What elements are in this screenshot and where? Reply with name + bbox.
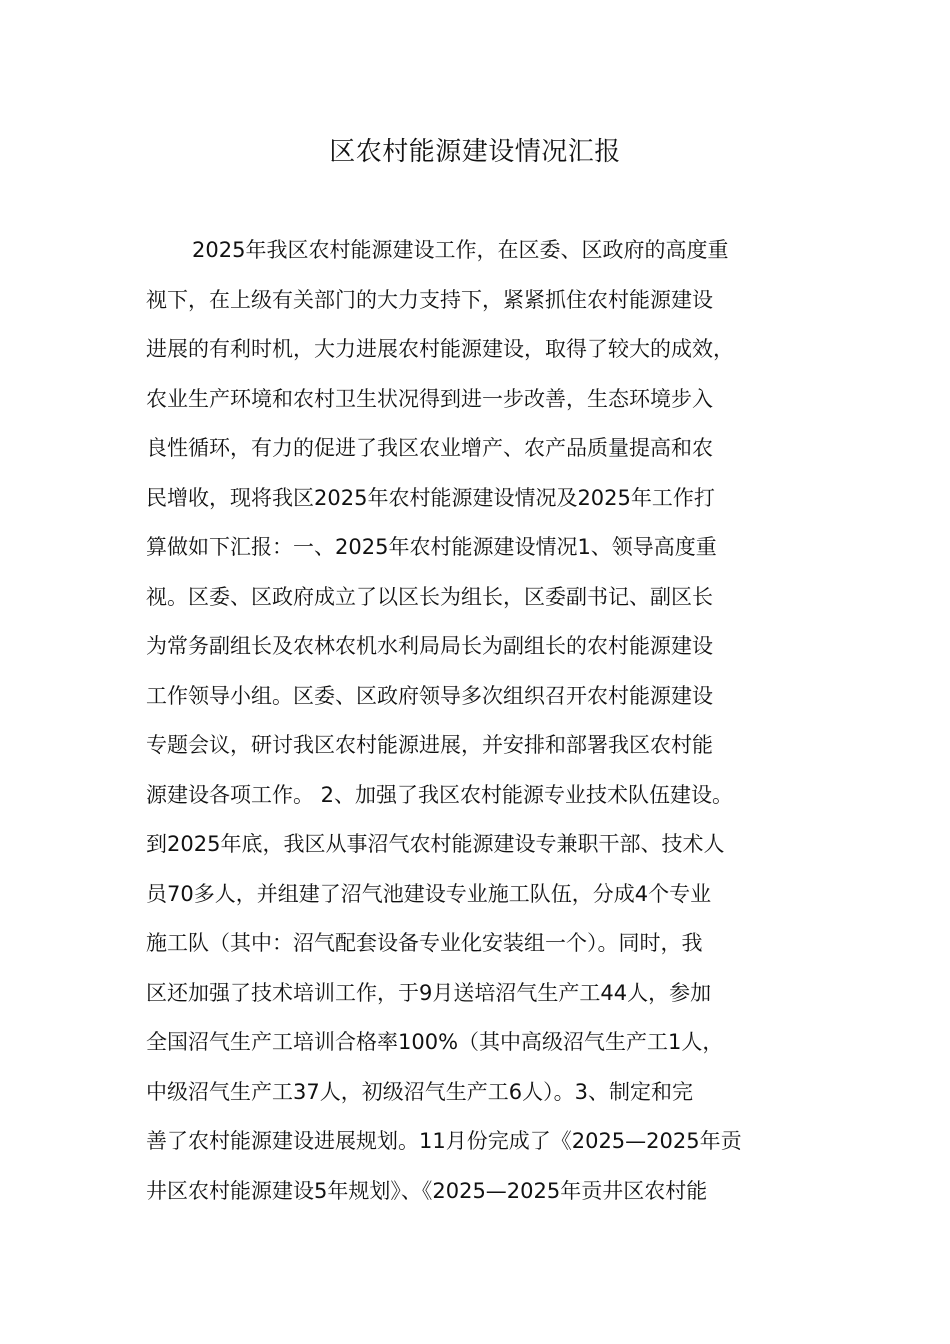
paragraph-line-15: 施工队（其中：沼气配套设备专业化安装组一个）。同时，我 xyxy=(146,931,703,955)
paragraph-line-12: 源建设各项工作。 2、加强了我区农村能源专业技术队伍建设。 xyxy=(146,782,734,807)
paragraph-line-7: 算做如下汇报：一、2025年农村能源建设情况1、领导高度重 xyxy=(146,535,717,559)
paragraph-line-3: 进展的有利时机，大力进展农村能源建设，取得了较大的成效， xyxy=(146,337,734,361)
paragraph-line-5: 良性循环，有力的促进了我区农业增产、农产品质量提高和农 xyxy=(146,436,713,460)
paragraph-line-20: 井区农村能源建设5年规划》、《2025—2025年贡井区农村能 xyxy=(146,1178,708,1203)
paragraph-line-17: 全国沼气生产工培训合格率100%（其中高级沼气生产工1人， xyxy=(146,1030,724,1054)
paragraph-line-11: 专题会议，研讨我区农村能源进展，并安排和部署我区农村能 xyxy=(146,733,713,757)
paragraph-line-19: 善了农村能源建设进展规划。11月份完成了《2025—2025年贡 xyxy=(146,1129,742,1153)
paragraph-line-6: 民增收，现将我区2025年农村能源建设情况及2025年工作打 xyxy=(146,485,715,510)
document-title: 区农村能源建设情况汇报 xyxy=(329,137,621,167)
paragraph-line-13: 到2025年底，我区从事沼气农村能源建设专兼职干部、技术人 xyxy=(146,832,725,856)
paragraph-line-1: 2025年我区农村能源建设工作，在区委、区政府的高度重 xyxy=(192,238,729,262)
paragraph-line-14: 员70多人，并组建了沼气池建设专业施工队伍，分成4个专业 xyxy=(146,881,712,906)
document-body xyxy=(146,226,826,1216)
paragraph-line-9: 为常务副组长及农林农机水利局局长为副组长的农村能源建设 xyxy=(146,634,713,658)
paragraph-line-18: 中级沼气生产工37人，初级沼气生产工6人）。3、制定和完 xyxy=(146,1079,693,1104)
paragraph-line-8: 视。区委、区政府成立了以区长为组长，区委副书记、副区长 xyxy=(146,584,713,609)
paragraph-line-4: 农业生产环境和农村卫生状况得到进一步改善，生态环境步入 xyxy=(146,386,713,411)
paragraph-line-16: 区还加强了技术培训工作，于9月送培沼气生产工44人，参加 xyxy=(146,980,712,1005)
paragraph-line-2: 视下，在上级有关部门的大力支持下，紧紧抓住农村能源建设 xyxy=(146,287,713,312)
paragraph-line-10: 工作领导小组。区委、区政府领导多次组织召开农村能源建设 xyxy=(146,683,713,708)
